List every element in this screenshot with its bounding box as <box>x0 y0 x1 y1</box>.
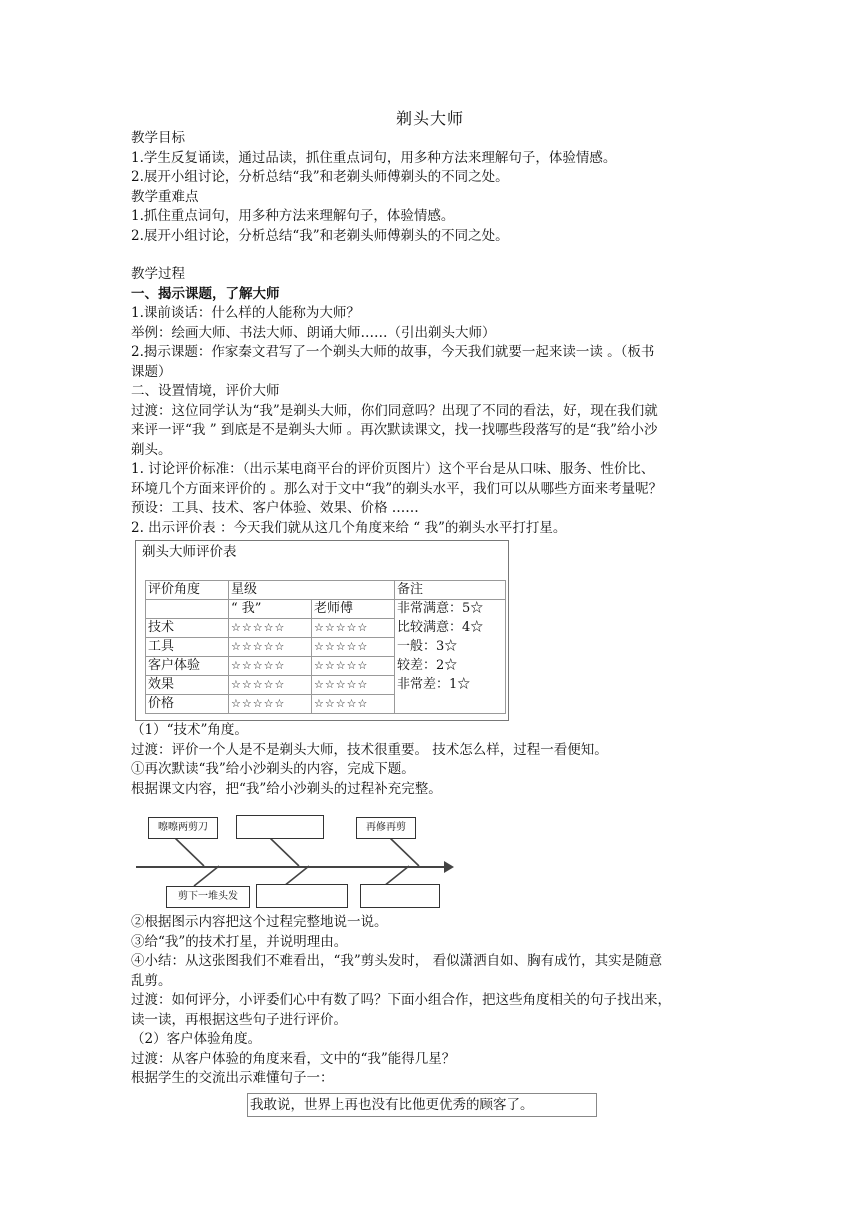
s1-line3a: 2.揭示课题：作家秦文君写了一个剃头大师的故事，今天我们就要一起来读一读 。（板书 <box>131 344 655 360</box>
step-2: ②根据图示内容把这个过程完整地说一说。 <box>131 914 388 930</box>
s2-line4: 2. 出示评价表 ：今天我们就从这几个角度来给 “ 我”的剃头水平打打星。 <box>131 519 567 536</box>
evaluation-table-caption: 剃头大师评价表 <box>142 544 237 560</box>
box-bottom-mid <box>256 884 348 908</box>
row-me-stars: ☆☆☆☆☆ <box>229 638 312 657</box>
table-header-row <box>146 581 506 600</box>
note-cell: 非常满意：5☆ <box>395 600 506 619</box>
s2-line2a: 1. 讨论评价标准：（出示某电商平台的评价页图片）这个平台是从口味、服务、性价比、 <box>131 461 655 477</box>
box-top-right: 再修再剪 <box>356 817 416 839</box>
process-diagram <box>134 813 464 909</box>
after-table-2: 过渡：评价一个人是不是剃头大师，技术很重要。 技术怎么样，过程一看便知。 <box>131 741 608 758</box>
doc-body <box>131 129 741 1117</box>
note-cell-empty <box>395 695 506 714</box>
s1-line1: 1.课前谈话：什么样的人能称为大师？ <box>131 305 360 321</box>
note-cell: 一般：3☆ <box>395 638 506 657</box>
subheader-empty <box>146 600 229 619</box>
keypoint-1: 1.抓住重点词句，用多种方法来理解句子，体验情感。 <box>131 208 455 224</box>
note-cell: 较差：2☆ <box>395 657 506 676</box>
s2-line1c: 剃头。 <box>131 441 172 458</box>
row-angle: 效果 <box>146 676 229 695</box>
step-4b: 乱剪。 <box>131 972 172 989</box>
table-row <box>146 657 506 676</box>
table-subheader-row <box>146 600 506 619</box>
s2-line2b: 环境几个方面来评价的 。那么对于文中“我”的剃头水平，我们可以从哪些方面来考量呢？ <box>131 480 663 497</box>
row-me-stars: ☆☆☆☆☆ <box>229 619 312 638</box>
s1-line3b: 课题） <box>131 363 172 380</box>
s2-line1a: 过渡：这位同学认为“我”是剃头大师，你们同意吗？出现了不同的看法，好，现在我们就 <box>131 402 658 419</box>
col-master: 老师傅 <box>312 600 395 619</box>
row-master-stars: ☆☆☆☆☆ <box>312 657 395 676</box>
row-angle: 工具 <box>146 638 229 657</box>
header-stars: 星级 <box>229 581 395 600</box>
s1-line2: 举例：绘画大师、书法大师、朗诵大师……（引出剃头大师） <box>131 324 496 341</box>
row-master-stars: ☆☆☆☆☆ <box>312 638 395 657</box>
step-3: ③给“我”的技术打星，并说明理由。 <box>131 933 348 950</box>
row-angle: 客户体验 <box>146 657 229 676</box>
section2-heading: 二、设置情境，评价大师 <box>131 383 280 399</box>
doc-title: 剃头大师 <box>395 109 464 128</box>
header-note: 备注 <box>395 581 506 600</box>
table-row <box>146 619 506 638</box>
box-bottom-right <box>360 884 440 908</box>
goals-heading: 教学目标 <box>131 130 185 146</box>
box-top-mid <box>236 815 324 839</box>
table-row <box>146 695 506 714</box>
quote-box: 我敢说，世界上再也没有比他更优秀的顾客了。 <box>247 1093 597 1117</box>
table-row <box>146 638 506 657</box>
evaluation-table-box <box>135 540 509 721</box>
s2-line1b: 来评一评“我 ” 到底是不是剃头大师 。再次默读课文，找一找哪些段落写的是“我”给小沙 <box>131 422 658 438</box>
row-master-stars: ☆☆☆☆☆ <box>312 695 395 714</box>
transition-5b: 读一读，再根据这些句子进行评价。 <box>131 1011 347 1028</box>
keypoints-heading: 教学重难点 <box>131 188 199 205</box>
table-row <box>146 676 506 695</box>
row-master-stars: ☆☆☆☆☆ <box>312 619 395 638</box>
note-cell: 非常差：1☆ <box>395 676 506 695</box>
goal-2: 2.展开小组讨论，分析总结“我”和老剃头师傅剃头的不同之处。 <box>131 169 509 185</box>
note-cell: 比较满意：4☆ <box>395 619 506 638</box>
header-angle: 评价角度 <box>146 581 229 600</box>
box-bottom-left: 剪下一堆头发 <box>166 886 250 908</box>
box-top-left: 嚓嚓两剪刀 <box>148 817 218 839</box>
row-me-stars: ☆☆☆☆☆ <box>229 676 312 695</box>
section1-heading: 一、揭示课题，了解大师 <box>131 285 280 302</box>
after-table-3: ①再次默读“我”给小沙剃头的内容，完成下题。 <box>131 761 415 777</box>
after-table-1: （1）“技术”角度。 <box>131 722 248 738</box>
after-table-4: 根据课文内容，把“我”给小沙剃头的过程补充完整。 <box>131 780 442 797</box>
row-me-stars: ☆☆☆☆☆ <box>229 695 312 714</box>
keypoint-2: 2.展开小组讨论，分析总结“我”和老剃头师傅剃头的不同之处。 <box>131 227 509 244</box>
step-4a: ④小结：从这张图我们不难看出，“我”剪头发时， 看似潇洒自如、胸有成竹，其实是随意 <box>131 953 663 969</box>
evaluation-table <box>145 580 506 714</box>
row-angle: 技术 <box>146 619 229 638</box>
transition-5a: 过渡：如何评分，小评委们心中有数了吗？下面小组合作，把这些角度相关的句子找出来， <box>131 992 671 1008</box>
transition-7: 过渡：从客户体验的角度来看，文中的“我”能得几星？ <box>131 1050 456 1067</box>
goal-1: 1.学生反复诵读，通过品读，抓住重点词句，用多种方法来理解句子，体验情感。 <box>131 149 617 166</box>
angle-2-heading: （2）客户体验角度。 <box>131 1031 262 1047</box>
line-8: 根据学生的交流出示难懂句子一： <box>131 1070 334 1086</box>
row-master-stars: ☆☆☆☆☆ <box>312 676 395 695</box>
col-me: “ 我” <box>229 600 312 619</box>
row-angle: 价格 <box>146 695 229 714</box>
row-me-stars: ☆☆☆☆☆ <box>229 657 312 676</box>
process-heading: 教学过程 <box>131 266 185 282</box>
s2-line3: 预设：工具、技术、客户体验、效果、价格 …… <box>131 500 419 516</box>
